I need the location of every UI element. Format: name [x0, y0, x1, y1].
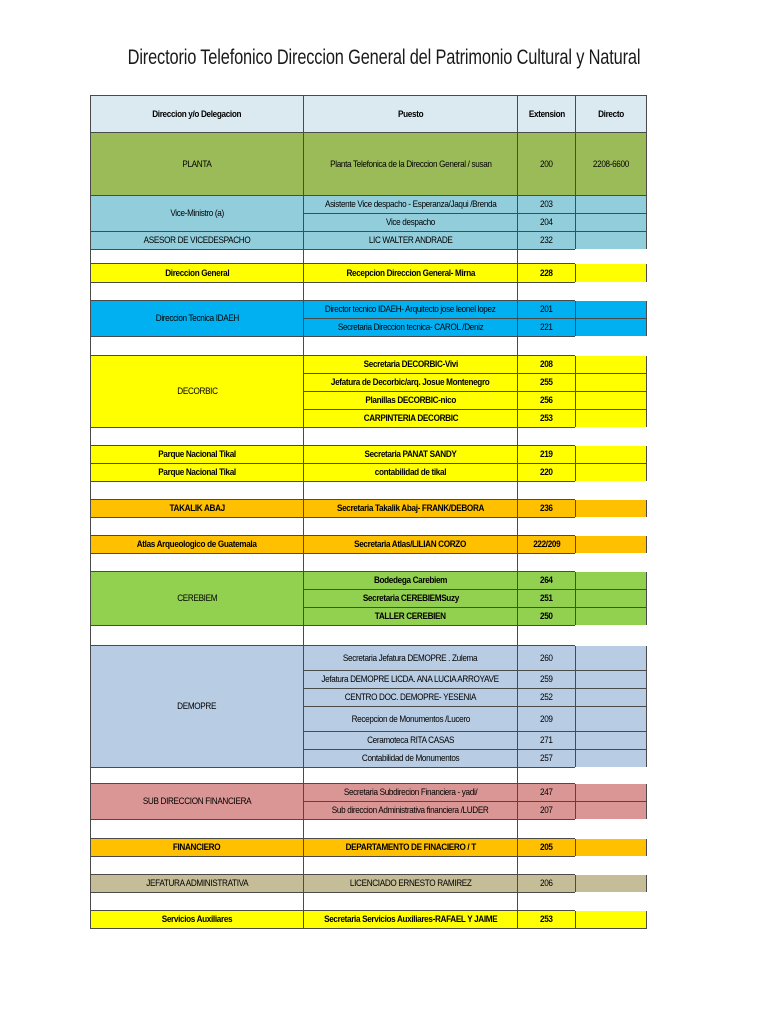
blank-cell [90, 819, 304, 839]
unit-cell-text: DEMOPRE [177, 701, 217, 712]
extension-cell [517, 231, 576, 250]
extension-cell-text: 250 [540, 611, 553, 622]
directo-cell [575, 801, 647, 820]
puesto-cell [303, 373, 518, 392]
extension-cell-text: 220 [540, 467, 553, 478]
column-header [575, 95, 647, 133]
extension-cell-text: 207 [540, 805, 553, 816]
extension-cell-text: 209 [540, 713, 553, 725]
puesto-cell [303, 213, 518, 232]
directo-cell [575, 688, 647, 707]
blank-cell [517, 481, 576, 500]
extension-cell [517, 571, 576, 590]
page-title: Directorio Telefonico Direccion General del Patrimonio Cultural y Natural [127, 46, 641, 69]
unit-cell-text: Atlas Arqueologico de Guatemala [137, 539, 257, 550]
directo-cell [575, 783, 647, 802]
blank-cell [303, 892, 518, 911]
extension-cell [517, 749, 576, 768]
blank-cell [90, 767, 304, 784]
blank-cell [575, 819, 647, 839]
directo-cell-text: 2208-6600 [593, 158, 629, 170]
puesto-cell [303, 445, 518, 464]
extension-cell-text: 259 [540, 674, 553, 685]
extension-cell-text: 201 [540, 304, 553, 315]
unit-cell [90, 355, 304, 428]
puesto-cell [303, 645, 518, 671]
extension-cell-text: 251 [540, 593, 553, 604]
unit-cell [90, 535, 304, 554]
unit-cell [90, 499, 304, 518]
blank-cell [575, 625, 647, 646]
extension-cell-text: 247 [540, 787, 553, 798]
extension-cell [517, 409, 576, 428]
extension-cell [517, 706, 576, 732]
extension-cell [517, 688, 576, 707]
blank-cell [517, 336, 576, 356]
blank-cell [90, 249, 304, 264]
unit-cell-text: JEFATURA ADMINISTRATIVA [146, 878, 248, 889]
puesto-cell [303, 391, 518, 410]
puesto-cell [303, 706, 518, 732]
puesto-cell [303, 300, 518, 319]
blank-cell [90, 282, 304, 301]
blank-cell [303, 553, 518, 572]
extension-cell-text: 200 [540, 158, 553, 170]
unit-cell-text: Vice-Ministro (a) [170, 208, 224, 219]
extension-cell [517, 670, 576, 689]
directo-cell [575, 263, 647, 283]
directo-cell [575, 571, 647, 590]
unit-cell-text: Parque Nacional Tikal [158, 467, 236, 478]
unit-cell [90, 463, 304, 482]
directo-cell [575, 300, 647, 319]
blank-cell [575, 892, 647, 911]
column-header-text: Extension [528, 108, 565, 120]
extension-cell [517, 499, 576, 518]
unit-cell [90, 132, 304, 196]
extension-cell [517, 910, 576, 929]
puesto-cell-text: Secretaria CEREBIEMSuzy [362, 593, 459, 604]
blank-cell [575, 336, 647, 356]
puesto-cell [303, 318, 518, 337]
unit-cell-text: TAKALIK ABAJ [169, 503, 225, 514]
blank-cell [517, 249, 576, 264]
puesto-cell [303, 132, 518, 196]
blank-cell [517, 517, 576, 536]
blank-cell [575, 427, 647, 446]
puesto-cell-text: Jefatura DEMOPRE LICDA. ANA LUCIA ARROYAVE [321, 674, 500, 685]
extension-cell [517, 838, 576, 857]
blank-cell [575, 249, 647, 264]
extension-cell [517, 213, 576, 232]
blank-cell [517, 553, 576, 572]
extension-cell-text: 204 [540, 217, 553, 228]
puesto-cell [303, 195, 518, 214]
puesto-cell-text: Planta Telefonica de la Direccion General / susan [329, 158, 492, 170]
unit-cell [90, 571, 304, 626]
directo-cell [575, 213, 647, 232]
blank-cell [575, 481, 647, 500]
directo-cell [575, 589, 647, 608]
directo-cell [575, 355, 647, 374]
puesto-cell-text: Secretaria Takalik Abaj- FRANK/DEBORA [336, 503, 485, 514]
puesto-cell-text: Asistente Vice despacho - Esperanza/Jaqui /Brenda [324, 199, 497, 210]
puesto-cell [303, 910, 518, 929]
column-header-text: Directo [598, 108, 624, 120]
extension-cell-text: 253 [540, 914, 553, 925]
puesto-cell-text: Secretaria DECORBIC-Vivi [363, 359, 458, 370]
extension-cell [517, 391, 576, 410]
unit-cell-text: SUB DIRECCION FINANCIERA [142, 796, 252, 807]
column-header [517, 95, 576, 133]
puesto-cell-text: LIC WALTER ANDRADE [368, 235, 453, 246]
extension-cell-text: 203 [540, 199, 553, 210]
puesto-cell-text: Secretaria Subdirecion Financiera - yadi/ [343, 787, 478, 798]
blank-cell [575, 553, 647, 572]
unit-cell [90, 783, 304, 820]
blank-cell [303, 625, 518, 646]
directo-cell [575, 231, 647, 250]
puesto-cell-text: Secretaria Servicios Auxiliares-RAFAEL Y JAIME [323, 914, 498, 925]
directo-cell [575, 195, 647, 214]
directo-cell [575, 645, 647, 671]
puesto-cell [303, 589, 518, 608]
puesto-cell-text: Contabilidad de Monumentos [361, 753, 460, 764]
extension-cell [517, 589, 576, 608]
puesto-cell [303, 409, 518, 428]
unit-cell [90, 910, 304, 929]
extension-cell [517, 607, 576, 626]
extension-cell-text: 222/209 [532, 539, 561, 550]
unit-cell-text: ASESOR DE VICEDESPACHO [143, 235, 251, 246]
unit-cell [90, 263, 304, 283]
extension-cell-text: 221 [540, 322, 553, 333]
extension-cell [517, 874, 576, 893]
blank-cell [303, 481, 518, 500]
column-header-text: Direccion y/o Delegacion [152, 108, 242, 120]
extension-cell [517, 132, 576, 196]
puesto-cell-text: Secretaria PANAT SANDY [364, 449, 457, 460]
puesto-cell [303, 783, 518, 802]
puesto-cell-text: Recepcion de Monumentos /Lucero [351, 713, 470, 725]
directo-cell [575, 910, 647, 929]
column-header [90, 95, 304, 133]
extension-cell [517, 300, 576, 319]
puesto-cell [303, 688, 518, 707]
blank-cell [303, 427, 518, 446]
extension-cell-text: 255 [540, 377, 553, 388]
blank-cell [517, 892, 576, 911]
unit-cell [90, 231, 304, 250]
blank-cell [90, 336, 304, 356]
blank-cell [575, 282, 647, 301]
blank-cell [303, 517, 518, 536]
extension-cell-text: 236 [540, 503, 553, 514]
column-header [303, 95, 518, 133]
blank-cell [90, 625, 304, 646]
extension-cell-text: 205 [540, 842, 553, 853]
extension-cell-text: 256 [540, 395, 553, 406]
blank-cell [575, 856, 647, 875]
directo-cell [575, 409, 647, 428]
puesto-cell-text: LICENCIADO ERNESTO RAMIREZ [349, 878, 472, 889]
puesto-cell [303, 801, 518, 820]
unit-cell-text: CEREBIEM [177, 593, 217, 604]
extension-cell [517, 373, 576, 392]
extension-cell [517, 731, 576, 750]
blank-cell [90, 856, 304, 875]
blank-cell [90, 553, 304, 572]
directo-cell [575, 391, 647, 410]
blank-cell [90, 892, 304, 911]
extension-cell [517, 801, 576, 820]
extension-cell-text: 252 [540, 692, 553, 703]
extension-cell-text: 260 [540, 652, 553, 664]
puesto-cell-text: Secretaria Direccion tecnica- CAROL /Deniz [337, 322, 484, 333]
unit-cell-text: Direccion Tecnica IDAEH [155, 313, 239, 324]
puesto-cell-text: Bodedega Carebiem [373, 575, 448, 586]
unit-cell [90, 645, 304, 768]
extension-cell-text: 257 [540, 753, 553, 764]
extension-cell [517, 535, 576, 554]
puesto-cell [303, 463, 518, 482]
extension-cell [517, 645, 576, 671]
puesto-cell-text: Sub direccion Administrativa financiera /LUDER [332, 805, 489, 816]
blank-cell [517, 856, 576, 875]
extension-cell [517, 195, 576, 214]
extension-cell [517, 463, 576, 482]
puesto-cell-text: Recepcion Direccion General- Mirna [346, 267, 475, 279]
blank-cell [90, 427, 304, 446]
puesto-cell-text: Jefatura de Decorbic/arq. Josue Montenegro [331, 377, 490, 388]
blank-cell [517, 282, 576, 301]
directo-cell [575, 463, 647, 482]
directo-cell [575, 874, 647, 893]
puesto-cell [303, 231, 518, 250]
blank-cell [303, 249, 518, 264]
blank-cell [517, 767, 576, 784]
blank-cell [303, 282, 518, 301]
blank-cell [517, 625, 576, 646]
extension-cell [517, 783, 576, 802]
extension-cell-text: 228 [540, 267, 553, 279]
puesto-cell-text: CENTRO DOC. DEMOPRE- YESENIA [344, 692, 477, 703]
unit-cell [90, 838, 304, 857]
unit-cell [90, 195, 304, 232]
blank-cell [575, 517, 647, 536]
directo-cell [575, 499, 647, 518]
blank-cell [303, 819, 518, 839]
blank-cell [303, 336, 518, 356]
puesto-cell-text: Director tecnico IDAEH- Arquitecto jose leonel lopez [325, 304, 496, 315]
unit-cell-text: Direccion General [164, 267, 230, 279]
puesto-cell [303, 731, 518, 750]
blank-cell [90, 481, 304, 500]
unit-cell [90, 445, 304, 464]
puesto-cell [303, 535, 518, 554]
puesto-cell-text: contabilidad de tikal [374, 467, 447, 478]
directo-cell [575, 706, 647, 732]
blank-cell [517, 819, 576, 839]
directo-cell [575, 607, 647, 626]
blank-cell [575, 767, 647, 784]
puesto-cell-text: CARPINTERIA DECORBIC [363, 413, 458, 424]
directo-cell [575, 373, 647, 392]
puesto-cell-text: Planillas DECORBIC-nico [365, 395, 456, 406]
column-header-text: Puesto [397, 108, 424, 120]
directo-cell [575, 838, 647, 857]
directo-cell [575, 318, 647, 337]
puesto-cell [303, 670, 518, 689]
extension-cell [517, 445, 576, 464]
blank-cell [90, 517, 304, 536]
puesto-cell [303, 874, 518, 893]
puesto-cell-text: Secretaria Jefatura DEMOPRE . Zulema [343, 652, 478, 664]
extension-cell-text: 271 [540, 735, 553, 746]
puesto-cell [303, 838, 518, 857]
puesto-cell [303, 607, 518, 626]
directo-cell [575, 445, 647, 464]
unit-cell [90, 874, 304, 893]
extension-cell-text: 206 [540, 878, 553, 889]
puesto-cell [303, 263, 518, 283]
blank-cell [303, 856, 518, 875]
puesto-cell [303, 499, 518, 518]
extension-cell [517, 318, 576, 337]
extension-cell-text: 264 [540, 575, 553, 586]
puesto-cell-text: TALLER CEREBIEN [375, 611, 446, 622]
extension-cell-text: 253 [540, 413, 553, 424]
puesto-cell-text: Secretaria Atlas/LILIAN CORZO [354, 539, 467, 550]
unit-cell [90, 300, 304, 337]
directo-cell [575, 749, 647, 768]
directo-cell [575, 535, 647, 554]
unit-cell-text: DECORBIC [176, 386, 218, 397]
extension-cell-text: 232 [540, 235, 553, 246]
directo-cell [575, 670, 647, 689]
puesto-cell [303, 571, 518, 590]
puesto-cell-text: DEPARTAMENTO DE FINACIERO / T [345, 842, 476, 853]
puesto-cell [303, 355, 518, 374]
extension-cell-text: 208 [540, 359, 553, 370]
unit-cell-text: Parque Nacional Tikal [158, 449, 236, 460]
extension-cell-text: 219 [540, 449, 553, 460]
directo-cell [575, 731, 647, 750]
unit-cell-text: PLANTA [182, 158, 212, 170]
extension-cell [517, 355, 576, 374]
directo-cell [575, 132, 647, 196]
blank-cell [517, 427, 576, 446]
blank-cell [303, 767, 518, 784]
puesto-cell-text: Ceramoteca RITA CASAS [366, 735, 455, 746]
unit-cell-text: FINANCIERO [173, 842, 221, 853]
puesto-cell-text: Vice despacho [386, 217, 435, 228]
extension-cell [517, 263, 576, 283]
puesto-cell [303, 749, 518, 768]
unit-cell-text: Servicios Auxiliares [161, 914, 233, 925]
